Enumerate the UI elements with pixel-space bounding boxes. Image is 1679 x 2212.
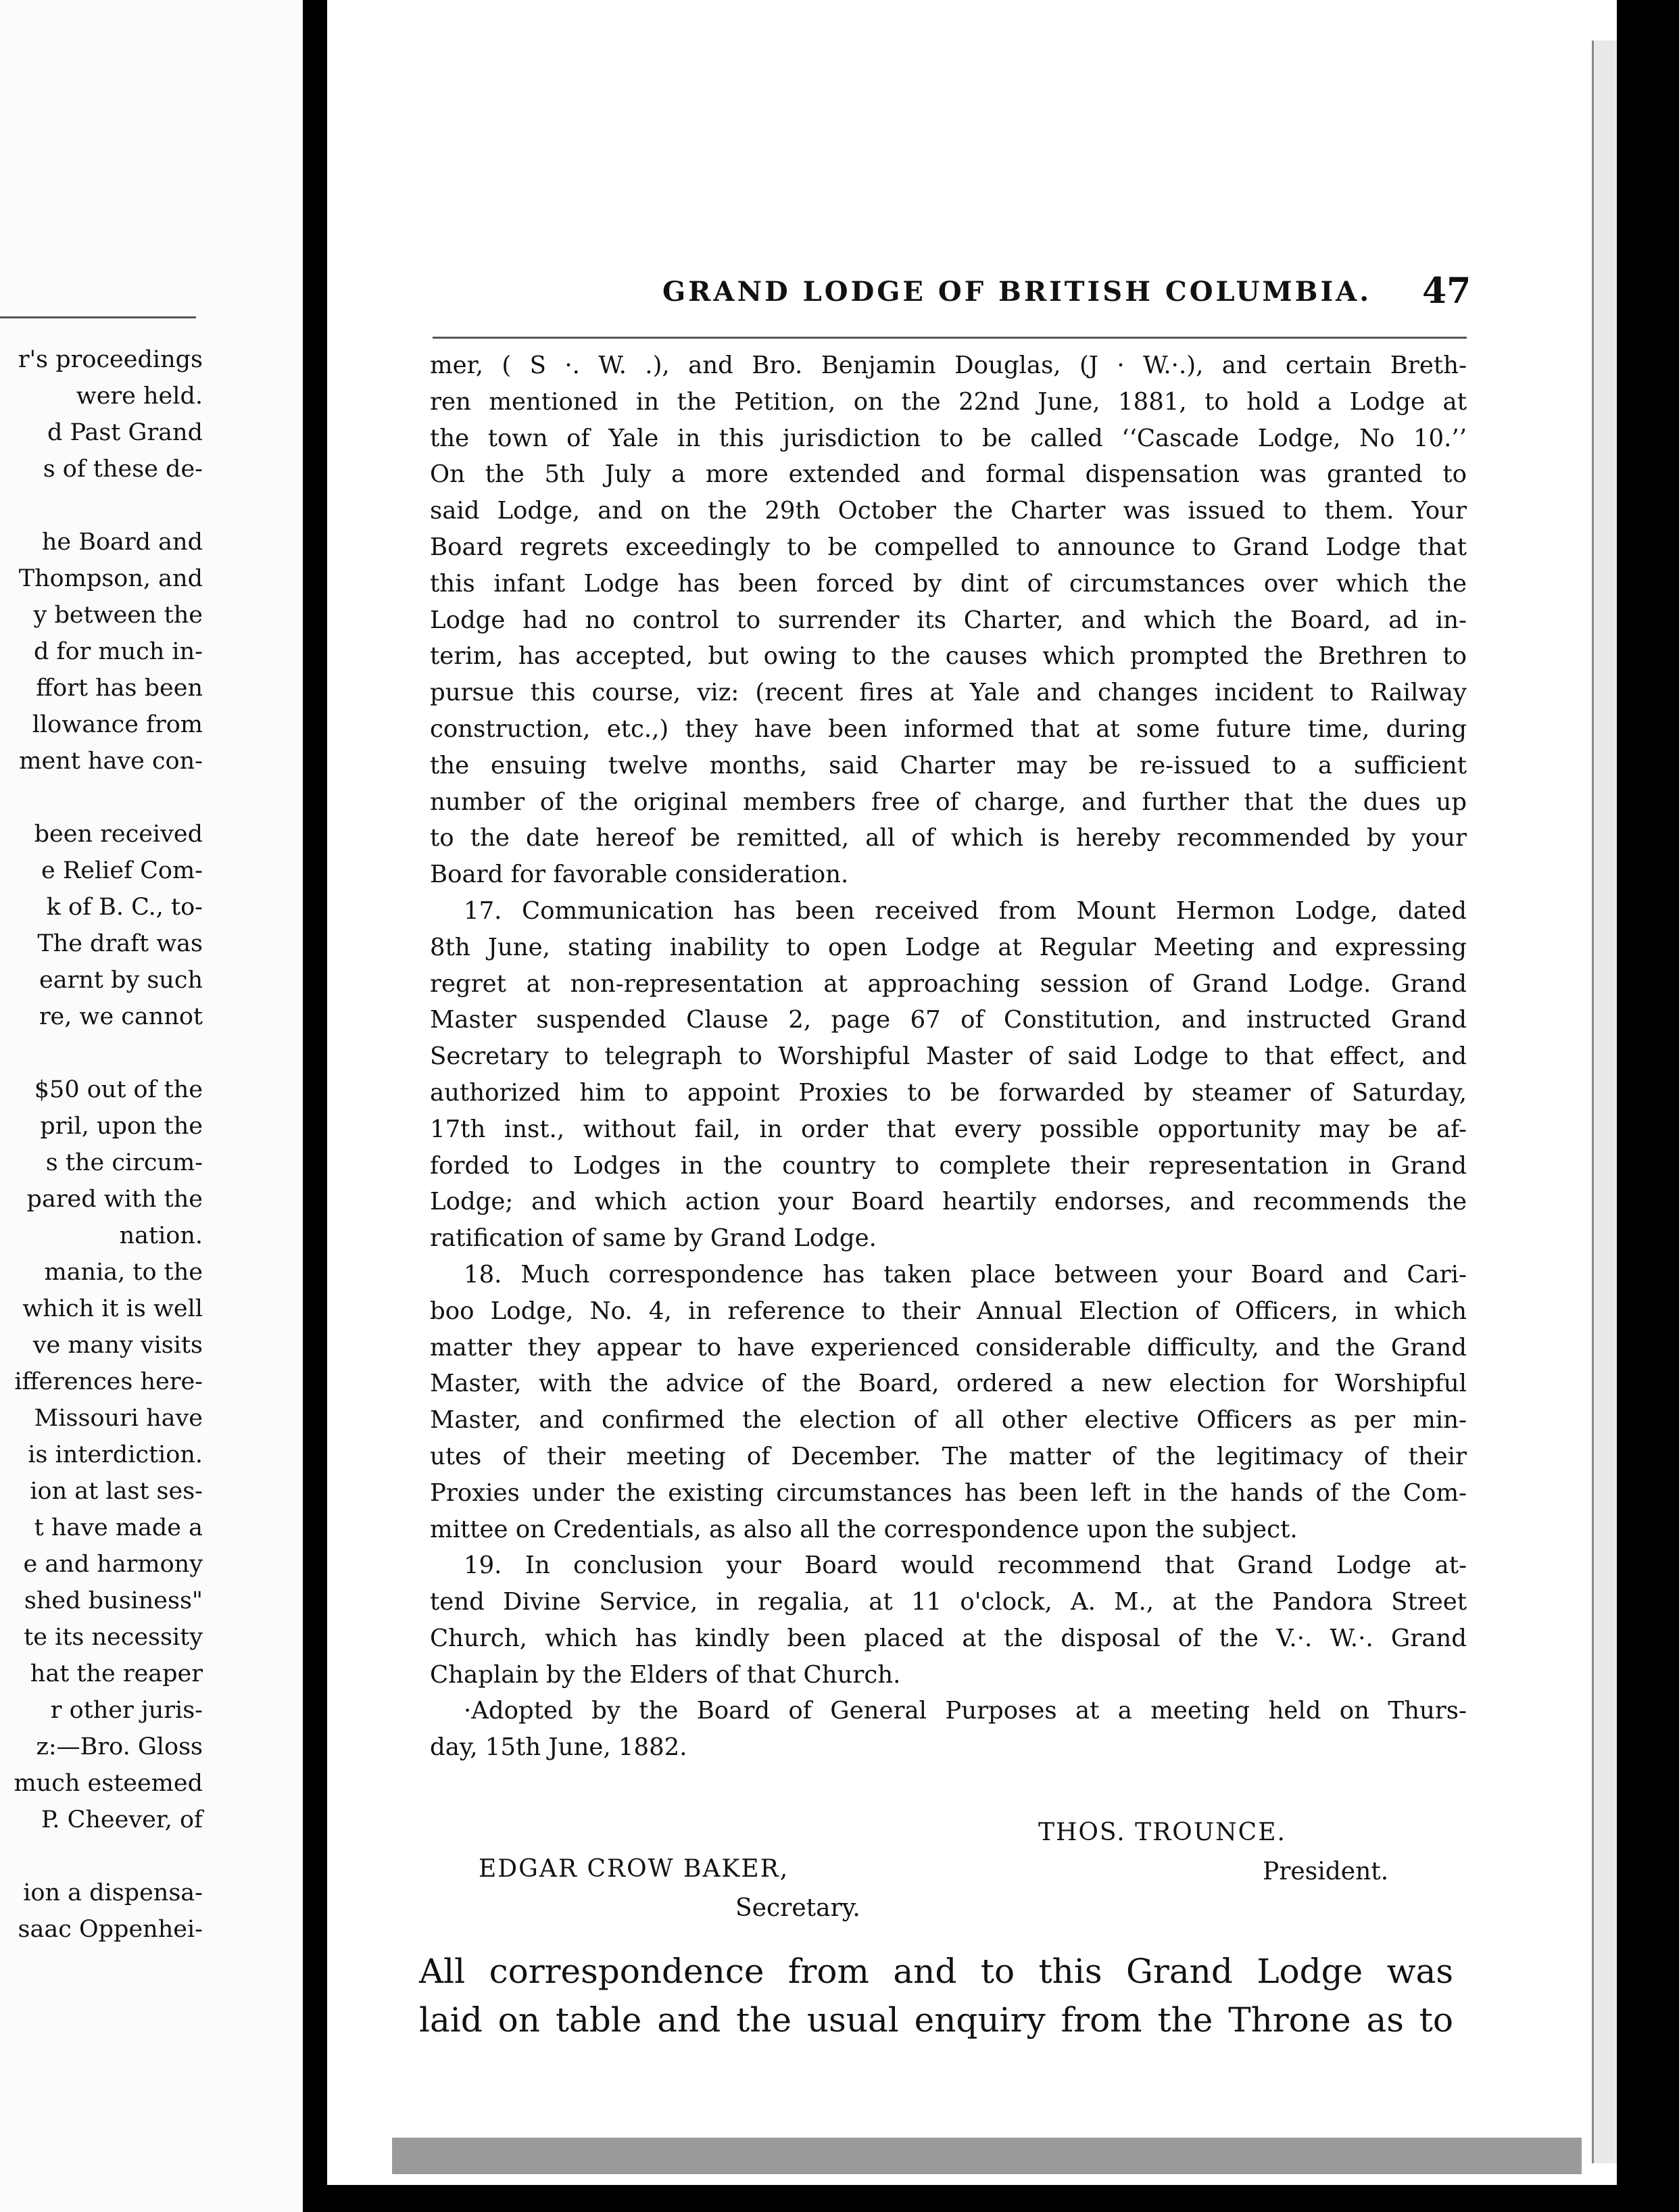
- secretary-title: Secretary.: [735, 1894, 860, 1922]
- secretary-name: EDGAR CROW BAKER,: [479, 1855, 789, 1883]
- body-line: 17. Communication has been received from Mount Hermon Lodge, dated: [464, 896, 1467, 925]
- body-line: Master suspended Clause 2, page 67 of Constitution, and instructed Grand: [430, 1006, 1467, 1034]
- left-page-line: saac Oppenhei-: [18, 1916, 203, 1943]
- left-page-line: pared with the: [26, 1186, 203, 1213]
- body-line: Chaplain by the Elders of that Church.: [430, 1660, 901, 1689]
- body-line: the ensuing twelve months, said Charter may be re-issued to a sufficient: [430, 751, 1467, 779]
- body-line: regret at non-representation at approaching session of Grand Lodge. Grand: [430, 969, 1467, 998]
- body-text: [430, 347, 1467, 1766]
- body-line: ren mentioned in the Petition, on the 22nd June, 1881, to hold a Lodge at: [430, 387, 1467, 416]
- left-page-line: r's proceedings: [18, 346, 203, 373]
- left-page-line: were held.: [76, 383, 203, 410]
- book-gutter: [303, 0, 327, 2212]
- left-page-line: d Past Grand: [47, 419, 203, 446]
- body-line: Board regrets exceedingly to be compelled to announce to Grand Lodge that: [430, 533, 1467, 561]
- body-line: forded to Lodges in the country to complete their representation in Grand: [430, 1151, 1467, 1180]
- bottom-page-shadow: [392, 2138, 1582, 2174]
- left-page-line: ion a dispensa-: [23, 1879, 203, 1906]
- left-page-line: much esteemed: [14, 1770, 203, 1797]
- left-page-line: ifferences here-: [14, 1368, 203, 1395]
- body-line: said Lodge, and on the 29th October the Charter was issued to them. Your: [430, 497, 1467, 525]
- left-page-line: earnt by such: [39, 967, 203, 994]
- body-line: utes of their meeting of December. The matter of the legitimacy of their: [430, 1442, 1467, 1470]
- left-page-rule: [0, 316, 196, 318]
- body-line: boo Lodge, No. 4, in reference to their Annual Election of Officers, in which: [430, 1297, 1467, 1325]
- body-line: 17th inst., without fail, in order that every possible opportunity may be af-: [430, 1115, 1467, 1143]
- body-line: On the 5th July a more extended and formal dispensation was granted to: [430, 460, 1467, 489]
- right-scan-border: [1617, 0, 1679, 2212]
- page-number: 47: [1422, 270, 1471, 312]
- left-page-line: d for much in-: [34, 638, 203, 665]
- bottom-scan-border: [327, 2185, 1617, 2212]
- left-page-line: ion at last ses-: [30, 1478, 203, 1505]
- left-page-line: r other juris-: [50, 1697, 203, 1724]
- body-line: Board for favorable consideration.: [430, 861, 849, 889]
- body-line: the town of Yale in this jurisdiction to be called ‘‘Cascade Lodge, No 10.’’: [430, 424, 1467, 452]
- left-page-line: s the circum-: [45, 1149, 203, 1176]
- body-line: Secretary to telegraph to Worshipful Master of said Lodge to that effect, and: [430, 1042, 1467, 1071]
- body-line: ·Adopted by the Board of General Purposes at a meeting held on Thurs-: [464, 1697, 1467, 1725]
- body-line: Church, which has kindly been placed at the disposal of the V.·. W.·. Grand: [430, 1624, 1467, 1652]
- left-page-line: shed business": [24, 1587, 203, 1614]
- body-line: matter they appear to have experienced considerable difficulty, and the Grand: [430, 1333, 1467, 1362]
- left-page-line: which it is well: [22, 1295, 203, 1322]
- left-page-line: k of B. C., to-: [46, 894, 203, 921]
- body-line: Lodge had no control to surrender its Charter, and which the Board, ad in-: [430, 606, 1467, 634]
- body-line: mittee on Credentials, as also all the correspondence upon the subject.: [430, 1515, 1298, 1543]
- left-page-line: $50 out of the: [34, 1076, 203, 1103]
- left-page-line: The draft was: [37, 930, 203, 957]
- running-header: GRAND LODGE OF BRITISH COLUMBIA.: [662, 276, 1372, 308]
- body-line: 18. Much correspondence has taken place between your Board and Cari-: [464, 1260, 1467, 1289]
- left-page-line: llowance from: [32, 711, 203, 738]
- body-line: this infant Lodge has been forced by dint of circumstances over which the: [430, 569, 1467, 598]
- body-line: 19. In conclusion your Board would recommend that Grand Lodge at-: [464, 1552, 1467, 1580]
- body-line: Lodge; and which action your Board heartily endorses, and recommends the: [430, 1188, 1467, 1216]
- body-line: 8th June, stating inability to open Lodge at Regular Meeting and expressing: [430, 933, 1467, 961]
- left-page-line: s of these de-: [43, 456, 203, 483]
- body-line: terim, has accepted, but owing to the causes which prompted the Brethren to: [430, 642, 1467, 671]
- closing-paragraph: [419, 1947, 1453, 2044]
- left-page-line: pril, upon the: [40, 1113, 203, 1140]
- left-page-line: z:—Bro. Gloss: [36, 1733, 203, 1760]
- closing-line: laid on table and the usual enquiry from the Throne as to: [419, 2000, 1453, 2040]
- left-page-line: P. Cheever, of: [41, 1806, 203, 1833]
- closing-line: All correspondence from and to this Grand Lodge was: [419, 1952, 1453, 1991]
- left-page-line: hat the reaper: [30, 1660, 203, 1687]
- left-page-line: y between the: [33, 602, 203, 629]
- president-title: President.: [1263, 1858, 1389, 1885]
- body-line: to the date hereof be remitted, all of which is hereby recommended by your: [430, 824, 1467, 852]
- left-page-line: he Board and: [41, 529, 203, 556]
- left-page-line: t have made a: [34, 1514, 203, 1541]
- left-page-line: nation.: [119, 1222, 203, 1249]
- left-page-line: ment have con-: [19, 748, 203, 775]
- body-line: ratification of same by Grand Lodge.: [430, 1224, 877, 1253]
- left-facing-page: [0, 0, 303, 2212]
- left-page-line: mania, to the: [44, 1259, 203, 1286]
- body-line: pursue this course, viz: (recent fires at Yale and changes incident to Railway: [430, 679, 1467, 707]
- left-page-line: ffort has been: [36, 675, 203, 702]
- president-name: THOS. TROUNCE.: [1038, 1819, 1286, 1846]
- body-line: Master, with the advice of the Board, ordered a new election for Worshipful: [430, 1370, 1467, 1398]
- left-page-line: te its necessity: [24, 1624, 203, 1651]
- left-page-line: Thompson, and: [18, 565, 203, 592]
- header-rule: [433, 337, 1467, 339]
- left-page-line: e Relief Com-: [41, 857, 203, 884]
- left-page-line: re, we cannot: [39, 1003, 203, 1030]
- left-page-line: is interdiction.: [28, 1441, 203, 1468]
- body-line: Master, and confirmed the election of all other elective Officers as per min-: [430, 1406, 1467, 1435]
- left-page-line: e and harmony: [23, 1551, 203, 1578]
- left-page-line: Missouri have: [34, 1405, 203, 1432]
- body-line: tend Divine Service, in regalia, at 11 o'clock, A. M., at the Pandora Street: [430, 1588, 1467, 1616]
- left-page-line: been received: [34, 821, 203, 848]
- body-line: day, 15th June, 1882.: [430, 1733, 687, 1762]
- body-line: authorized him to appoint Proxies to be forwarded by steamer of Saturday,: [430, 1078, 1467, 1107]
- page-edge-strip: [1592, 41, 1617, 2163]
- body-line: mer, ( S ·. W. .), and Bro. Benjamin Douglas, (J · W.·.), and certain Breth-: [430, 352, 1467, 379]
- body-line: construction, etc.,) they have been informed that at some future time, during: [430, 715, 1467, 743]
- body-line: number of the original members free of charge, and further that the dues up: [430, 788, 1467, 816]
- left-page-line: ve many visits: [32, 1332, 203, 1359]
- body-line: Proxies under the existing circumstances has been left in the hands of the Com-: [430, 1478, 1467, 1507]
